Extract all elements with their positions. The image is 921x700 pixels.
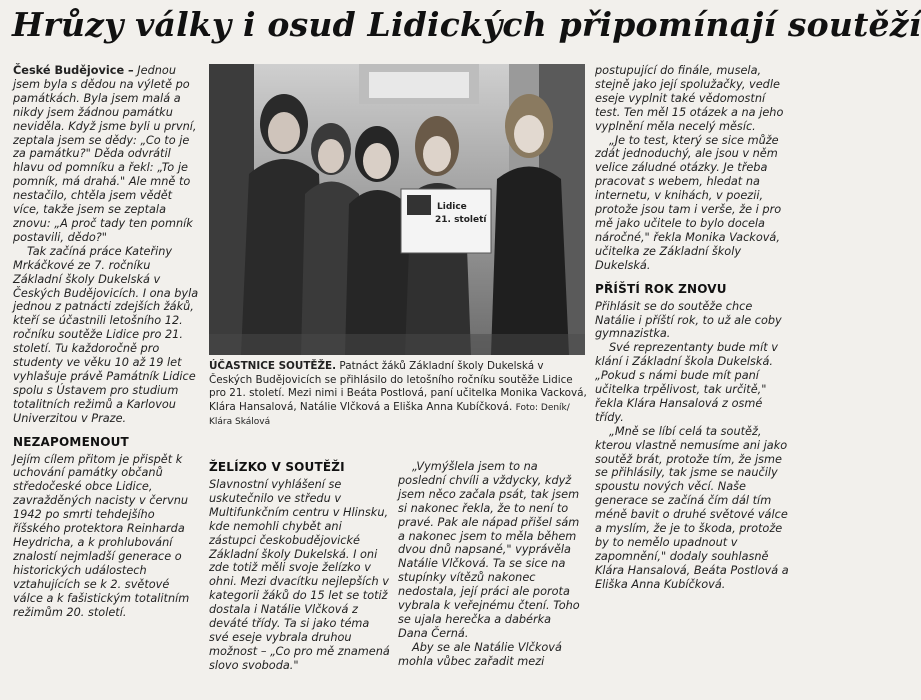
article-photo [209, 64, 585, 355]
article-paragraph: postupující do finále, musela, stejně jako její spolužačky, vedle eseje vyplnit také vědomostní test. Ten měl 15 otázek a na jeho vyplnění měla necelý měsíc. [595, 64, 784, 133]
article-paragraph: „Vymýšlela jsem to na poslední chvíli a vždycky, když jsem něco začala psát, tak jsem si nakonec řekla, že to není to pravé. Pak ale nápad přišel sám a nakonec jsem to měla během dvou dnů napsané," vyprávěla Natálie Vlčková. Ta se sice na stupínky vítězů nakonec nedostala, její práci ale porota vybrala k veřejnému čtení. Toho se ujala herečka a dabérka Dana Černá. [398, 460, 580, 640]
article-column-4 [595, 64, 789, 592]
article-paragraph: Tak začíná práce Kateřiny Mrkáčkové ze 7. ročníku Základní školy Dukelská v Českých Budějovicích. I ona byla jednou z patnácti zdejších žáků, kteří se účastnili letošního 12. ročníku soutěže Lidice pro 21. století. Tu každoročně pro studenty ve věku 10 až 19 let vyhlašuje právě Památník Lidice spolu s Ústavem pro studium totalitních režimů a Karlovou Univerzitou v Praze. [13, 244, 199, 425]
caption-text: Patnáct žáků Základní školy Dukelská v Českých Budějovicích se přihlásilo do letošního ročníku soutěže Lidice pro 21. století. Mezi nimi i Beáta Postlová, paní učitelka Monika Vacková, Klára Hansalová, Natálie Vlčková a Eliška Anna Kubíčková. [209, 360, 587, 413]
sign-text-2: 21. století [435, 215, 487, 225]
article-paragraph: Jejím cílem přitom je přispět k uchování památky občanů středočeské obce Lidice, zavražděných nacisty v červnu 1942 po smrti tehdejšího říšského protektora Reinharda Heydricha, a k prohlubování znalostí nejmladší generace o historických událostech vztahujících se k 2. světové válce a k fašistickým totalitním režimům 20. století. [13, 452, 190, 619]
article-paragraph: Slavnostní vyhlášení se uskutečnilo ve středu v Multifunkčním centru v Hlinsku, kde nemohli chybět ani zástupci českobudějovické Základní školy Dukelská. I oni zde totiž měli svoje želízko v ohni. Mezi dvacítku nejlepších v kategorii žáků do 15 let se totiž dostala i Natálie Vlčková z deváté třídy. Ta si jako téma své eseje vybrala druhou možnost – „Co pro mě znamená slovo svoboda." [209, 478, 390, 672]
article-paragraph: Aby se ale Natálie Vlčková mohla vůbec zařadit mezi [398, 640, 562, 668]
photo-caption [209, 360, 587, 430]
lead-text: Jednou jsem byla s dědou na výletě po památkách. Byla jsem malá a nikdy jsem žádnou památku neviděla. Když jsme byli u první, zeptala jsem se dědy: „Co to je za památku?" Děda odvrátil hlavu od pomníku a řekl: „To je pomník, má drahá." Ale mně to nestačilo, chtěla jsem vědět více, takže jsem se zeptala znovu: „A proč tady ten pomník postavili, dědo?" [13, 64, 197, 244]
article-column-2 [209, 460, 392, 673]
article-paragraph: „Mně se líbí celá ta soutěž, kterou vlastně nemusíme ani jako soutěž brát, protože tím, že jsme se přihlásily, tak jsme se naučily spoustu nových věcí. Naše generace se začíná čím dál tím méně bavit o druhé světové válce a myslím, že je to škoda, protože by to nemělo upadnout v zapomnění," dodaly souhlasně Klára Hansalová, Beáta Postlová a Eliška Anna Kubíčková. [595, 424, 789, 591]
article-column-1 [13, 64, 199, 619]
section-heading-pristi-rok: PŘÍŠTÍ ROK ZNOVU [595, 281, 727, 296]
section-heading-nezapomenout: NEZAPOMENOUT [13, 434, 129, 449]
photo-credit: Foto: Deník/ Klára Skálová [209, 402, 570, 428]
dateline: České Budějovice – [13, 64, 134, 77]
lead-paragraph [13, 64, 199, 245]
headline: Hrůzy války i osud Lidických připomínají soutěží [12, 5, 921, 44]
article-column-3 [398, 460, 584, 669]
section-heading-zelizko: ŽELÍZKO V SOUTĚŽI [209, 460, 345, 474]
article-paragraph: Přihlásit se do soutěže chce Natálie i příští rok, to už ale coby gymnazistka. [595, 299, 782, 341]
article-paragraph: „Je to test, který se sice může zdát jednoduchý, ale jsou v něm velice záludné otázky. Je třeba pracovat s webem, hledat na internetu, v knihách, v poezii, protože jsou tam i verše, že i pro mě jako učitele to bylo docela náročné," řekla Monika Vacková, učitelka ze Základní školy Dukelská. [595, 133, 782, 272]
sign-text-1: Lidice [437, 202, 467, 212]
caption-title: ÚČASTNICE SOUTĚŽE. [209, 360, 337, 372]
article-paragraph: Své reprezentanty bude mít v klání i Základní škola Dukelská. „Pokud s námi bude mít paní učitelka trpělivost, tak určitě," řekla Klára Hansalová z osmé třídy. [595, 341, 778, 424]
